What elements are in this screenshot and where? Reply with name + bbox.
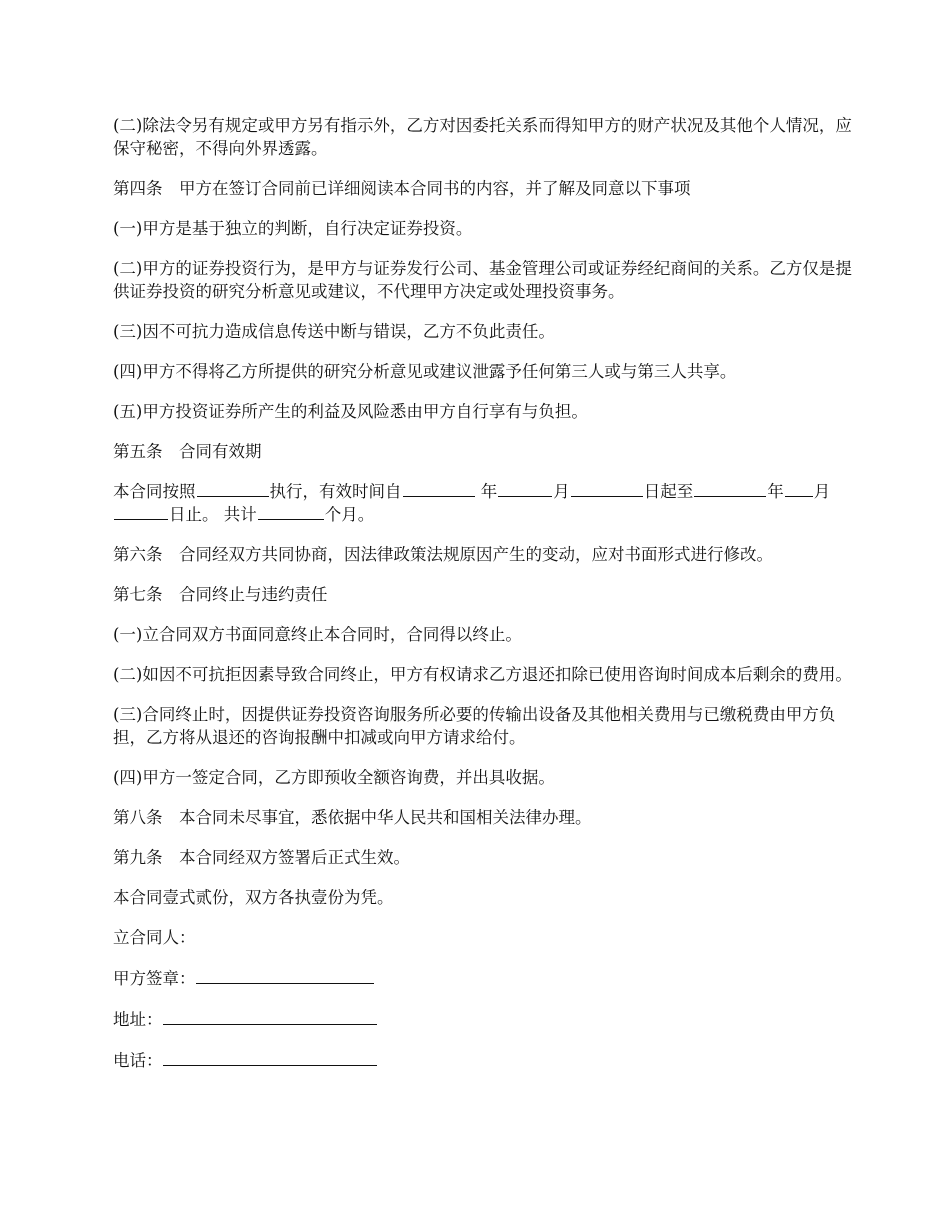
clause-4-5: (五)甲方投资证券所产生的利益及风险悉由甲方自行享有与负担。 <box>113 402 588 421</box>
start-year-blank[interactable] <box>403 480 475 497</box>
clause-7-3: (三)合同终止时，因提供证券投资咨询服务所必要的传输出设备及其他相关费用与已缴税费由甲方负担，乙方将从退还的咨询报酬中扣减或向甲方请求给付。 <box>113 705 836 747</box>
clause-4-1: (一)甲方是基于独立的判断，自行决定证券投资。 <box>113 219 473 238</box>
article-9: 第九条 本合同经双方签署后正式生效。 <box>113 848 410 867</box>
validity-text-6: 年 <box>767 482 784 501</box>
validity-clause <box>113 480 853 526</box>
end-day-blank[interactable] <box>114 503 168 520</box>
clause-3-2-confidentiality: (二)除法令另有规定或甲方另有指示外，乙方对因委托关系而得知甲方的财产状况及其他个人情况，应保守秘密，不得向外界透露。 <box>113 116 852 158</box>
article-6: 第六条 合同经双方共同协商，因法律政策法规原因产生的变动，应对书面形式进行修改。 <box>113 545 773 564</box>
end-year-blank[interactable] <box>694 480 766 497</box>
address-row <box>113 1007 853 1031</box>
clause-4-4: (四)甲方不得将乙方所提供的研究分析意见或建议泄露予任何第三人或与第三人共享。 <box>113 362 737 381</box>
clause-7-1: (一)立合同双方书面同意终止本合同时，合同得以终止。 <box>113 625 522 644</box>
phone-label: 电话： <box>113 1051 163 1070</box>
clause-4-3: (三)因不可抗力造成信息传送中断与错误，乙方不负此责任。 <box>113 322 555 341</box>
start-day-blank[interactable] <box>571 480 643 497</box>
signers-heading: 立合同人： <box>113 928 196 947</box>
article-7-heading: 第七条 合同终止与违约责任 <box>113 585 328 604</box>
clause-7-4: (四)甲方一签定合同，乙方即预收全额咨询费，并出具收据。 <box>113 768 555 787</box>
phone-line[interactable] <box>163 1048 377 1066</box>
address-line[interactable] <box>163 1007 377 1025</box>
party-a-signature-label: 甲方签章： <box>113 969 196 988</box>
party-a-signature-line[interactable] <box>196 966 374 984</box>
validity-text-3: 年 <box>475 482 498 501</box>
party-a-signature-row <box>113 966 853 990</box>
phone-row <box>113 1048 853 1072</box>
validity-text-9: 个月。 <box>324 505 375 524</box>
clause-4-2: (二)甲方的证券投资行为，是甲方与证券发行公司、基金管理公司或证券经纪商间的关系。乙方仅是提供证券投资的研究分析意见或建议，不代理甲方决定或处理投资事务。 <box>113 259 852 301</box>
article-5-heading: 第五条 合同有效期 <box>113 442 262 461</box>
validity-text-4: 月 <box>553 482 570 501</box>
validity-text-2: 执行，有效时间自 <box>269 482 402 501</box>
validity-text-1: 本合同按照 <box>113 482 196 501</box>
copies-statement: 本合同壹式贰份，双方各执壹份为凭。 <box>113 888 394 907</box>
validity-text-5: 日起至 <box>643 482 694 501</box>
end-month-blank[interactable] <box>785 480 813 497</box>
article-4-heading: 第四条 甲方在签订合同前已详细阅读本合同书的内容，并了解及同意以下事项 <box>113 179 691 198</box>
address-label: 地址： <box>113 1010 163 1029</box>
clause-7-2: (二)如因不可抗拒因素导致合同终止，甲方有权请求乙方退还扣除已使用咨询时间成本后剩余的费用。 <box>113 665 852 684</box>
start-month-blank[interactable] <box>498 480 552 497</box>
total-months-blank[interactable] <box>258 503 324 520</box>
validity-text-8: 日止。 共计 <box>169 505 257 524</box>
validity-text-7: 月 <box>813 482 831 501</box>
contract-body <box>113 114 853 1089</box>
basis-blank[interactable] <box>197 480 269 497</box>
article-8: 第八条 本合同未尽事宜，悉依据中华人民共和国相关法律办理。 <box>113 808 592 827</box>
